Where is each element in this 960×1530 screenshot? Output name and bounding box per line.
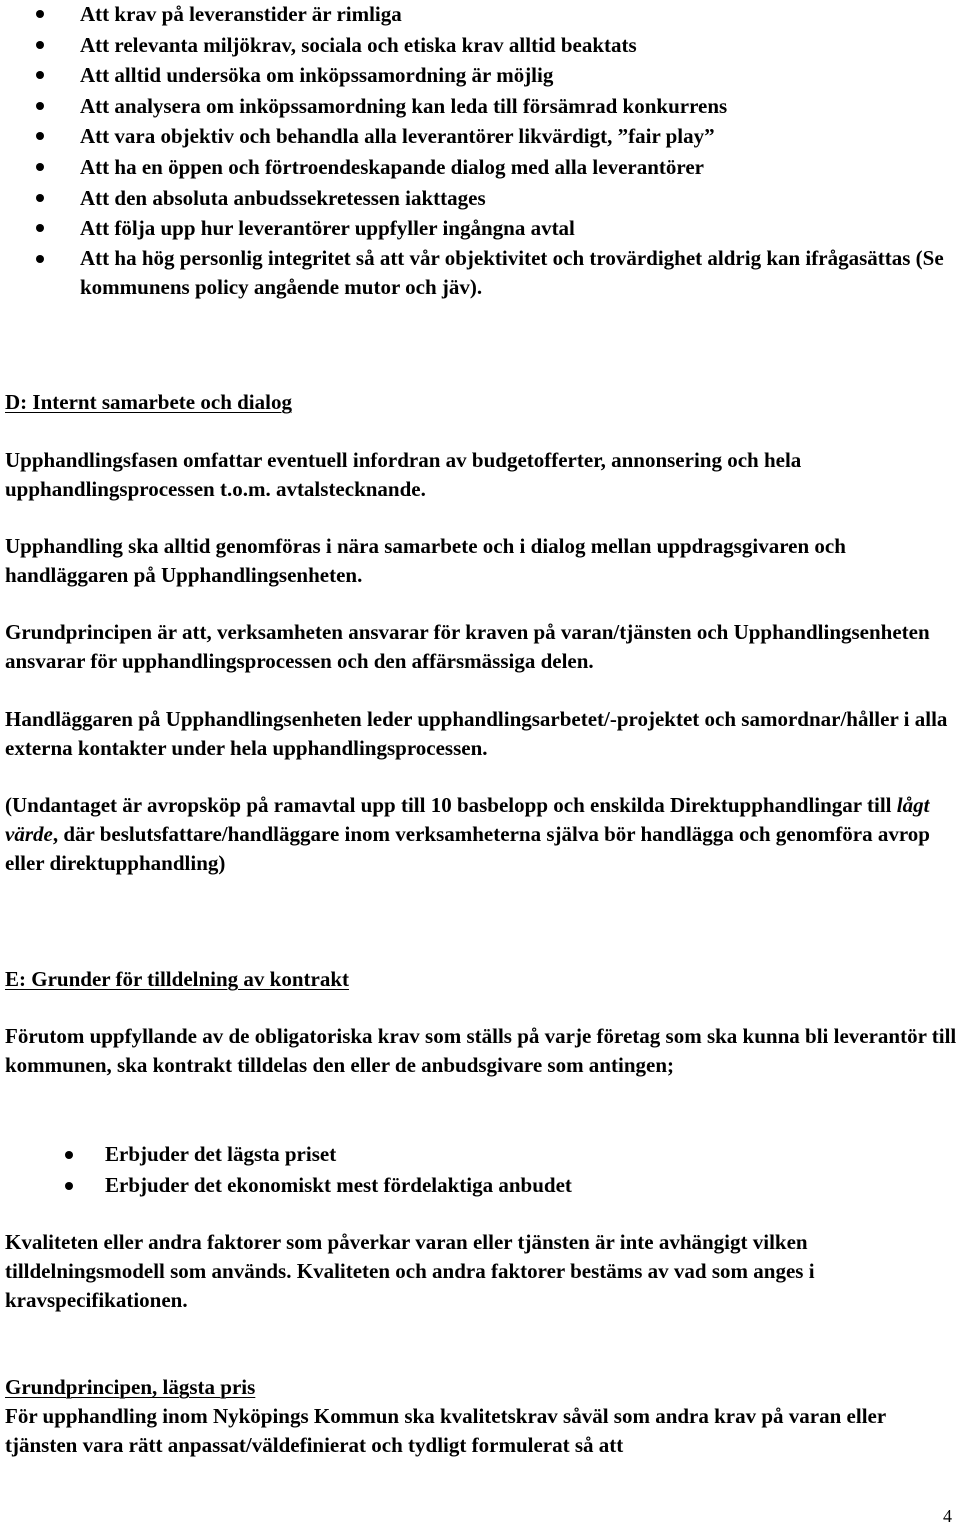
list-item: Erbjuder det ekonomiskt mest fördelaktiga anbudet [0,1170,960,1201]
list-item: Att vara objektiv och behandla alla leverantörer likvärdigt, ”fair play” [0,121,960,152]
principle-heading: Grundprincipen, lägsta pris [5,1375,256,1399]
list-item: Att ha hög personlig integritet så att vår objektivitet och trovärdighet aldrig kan ifrågasättas (Se kommunens policy angående mutor och jäv). [0,244,960,302]
list-item: Att analysera om inköpssamordning kan leda till försämrad konkurrens [0,91,960,122]
list-item: Att relevanta miljökrav, sociala och etiska krav alltid beaktats [0,30,960,61]
list-item: Erbjuder det lägsta priset [0,1139,960,1170]
section-d-paragraph-4: Handläggaren på Upphandlingsenheten leder upphandlingsarbetet/-projektet och samordnar/håller i alla externa kontakter under hela upphandlingsprocessen. [5,707,948,760]
paragraph-text: (Undantaget är avropsköp på ramavtal upp till 10 basbelopp och enskilda Direktupphandlingar till [5,793,897,817]
section-d-paragraph-3: Grundprincipen är att, verksamheten ansvarar för kraven på varan/tjänsten och Upphandlingsenheten ansvarar för upphandlingsprocessen och den affärsmässiga delen. [5,620,930,673]
list-item: Att följa upp hur leverantörer uppfyller ingångna avtal [0,213,960,244]
award-criteria-list [0,1139,960,1201]
page-number: 4 [943,1506,952,1526]
principle-paragraph: För upphandling inom Nyköpings Kommun ska kvalitetskrav såväl som andra krav på varan eller tjänsten vara rätt anpassat/väldefinierat och tydligt formulerat så att [5,1404,886,1457]
section-e-paragraph-2: Kvaliteten eller andra faktorer som påverkar varan eller tjänsten är inte avhängigt vilken tilldelningsmodell som används. Kvaliteten och andra faktorer bestäms av vad som anges i kravspecifikationen. [5,1230,815,1312]
list-item: Att ha en öppen och förtroendeskapande dialog med alla leverantörer [0,152,960,183]
section-d-paragraph-2: Upphandling ska alltid genomföras i nära samarbete och i dialog mellan uppdragsgivaren och handläggaren på Upphandlingsenheten. [5,534,846,587]
paragraph-text: , där beslutsfattare/handläggare inom verksamheterna själva bör handlägga och genomföra avrop eller direktupphandling) [5,821,930,875]
emphasized-text: lågt värde [5,793,930,846]
requirements-bullet-list [0,0,960,301]
list-item: Att alltid undersöka om inköpssamordning är möjlig [0,60,960,91]
list-item: Att krav på leveranstider är rimliga [0,0,960,30]
section-d-paragraph-1: Upphandlingsfasen omfattar eventuell infordran av budgetofferter, annonsering och hela upphandlingsprocessen t.o.m. avtalstecknande. [5,448,802,501]
section-e-paragraph-1: Förutom uppfyllande av de obligatoriska krav som ställs på varje företag som ska kunna bli leverantör till kommunen, ska kontrakt tilldelas den eller de anbudsgivare som antingen; [5,1024,957,1077]
section-e-heading: E: Grunder för tilldelning av kontrakt [5,967,350,991]
section-d-paragraph-5 [5,791,957,877]
list-item: Att den absoluta anbudssekretessen iakttages [0,183,960,214]
section-d-heading: D: Internt samarbete och dialog [5,390,292,414]
